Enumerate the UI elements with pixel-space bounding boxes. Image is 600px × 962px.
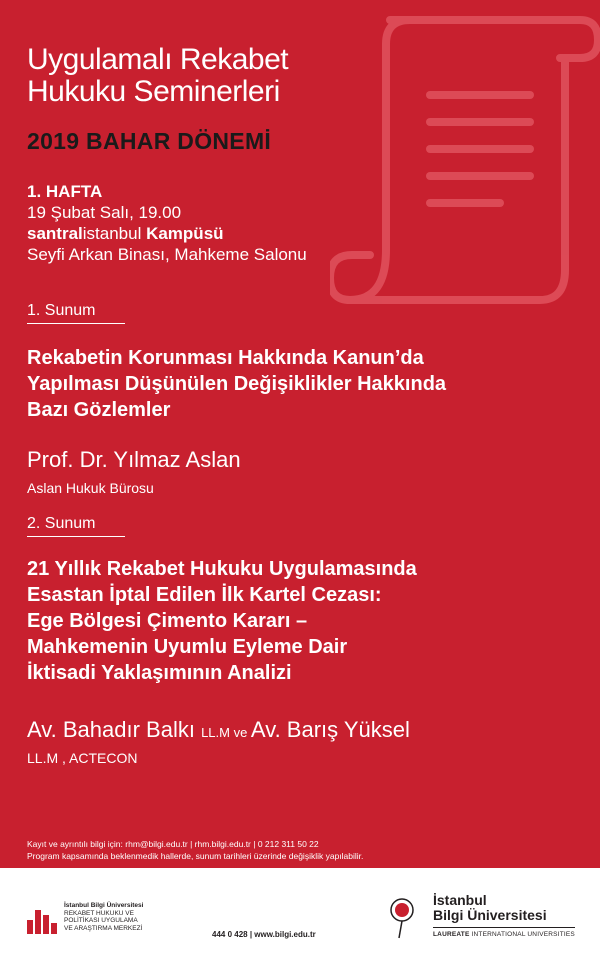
talk-1-title-line: Rekabetin Korunması Hakkında Kanun’da <box>27 347 424 369</box>
term-heading: 2019 BAHAR DÖNEMİ <box>27 128 272 154</box>
contact-info <box>27 838 363 862</box>
rhm-university: İstanbul Bilgi Üniversitesi <box>64 902 144 909</box>
talk-2-title-line: Mahkemenin Uyumlu Eyleme Dair <box>27 636 348 658</box>
laureate-rest: INTERNATIONAL UNIVERSITIES <box>469 931 575 938</box>
talk-2-title-line: 21 Yıllık Rekabet Hukuku Uygulamasında <box>27 558 417 580</box>
talk-1-title-line: Yapılması Düşünülen Değişiklikler Hakkında <box>27 373 447 395</box>
laureate-label <box>433 927 575 940</box>
contact-line-disclaimer: Program kapsamında beklenmedik hallerde, sunum tarihleri üzerinde değişiklik yapılabilir. <box>27 851 364 861</box>
speaker-2-name: Av. Barış Yüksel <box>250 717 410 742</box>
rhm-line: POLİTİKASI UYGULAMA <box>64 917 138 924</box>
talk-1-affiliation: Aslan Hukuk Bürosu <box>27 480 154 496</box>
talk-2-affiliation: LL.M , ACTECON <box>27 750 138 766</box>
talk-2-title-line: Ege Bölgesi Çimento Kararı – <box>27 610 308 632</box>
speaker-1-name: Av. Bahadır Balkı <box>27 717 202 742</box>
event-venue: Seyfi Arkan Binası, Mahkeme Salonu <box>27 245 307 264</box>
bilgi-emblem-icon <box>388 896 416 940</box>
talk-2-speakers <box>27 717 410 746</box>
campus-name-bold: santral <box>27 224 83 243</box>
laureate-bold: LAUREATE <box>433 931 470 938</box>
talk-1-title-line: Bazı Gözlemler <box>27 399 171 421</box>
title-line-1: Uygulamalı Rekabet <box>27 43 289 76</box>
event-date-time: 19 Şubat Salı, 19.00 <box>27 203 182 222</box>
talk-2-title-line: Esastan İptal Edilen İlk Kartel Cezası: <box>27 584 382 606</box>
campus-suffix: Kampüsü <box>146 224 224 243</box>
rhm-line: REKABET HUKUKU VE <box>64 909 134 917</box>
talk-2-title <box>27 556 587 686</box>
rhm-line: VE ARAŞTIRMA MERKEZİ <box>64 924 143 932</box>
scroll-document-icon <box>330 0 600 320</box>
event-campus <box>27 223 307 244</box>
contact-line-registration: Kayıt ve ayrıntılı bilgi için: rhm@bilgi.edu.tr | rhm.bilgi.edu.tr | 0 212 311 50 22 <box>27 839 319 849</box>
speaker-1-degree: LL.M ve <box>201 725 251 740</box>
talk-1-title <box>27 345 587 423</box>
campus-name-normal: istanbul <box>82 224 147 243</box>
talk-1-speaker: Prof. Dr. Yılmaz Aslan <box>27 447 241 472</box>
bilgi-name-line-1: İstanbul <box>433 892 487 908</box>
rhm-logo-text <box>64 902 143 932</box>
poster-title <box>27 44 288 108</box>
talk-2-title-line: İktisadi Yaklaşımının Analizi <box>27 662 292 684</box>
week-label: 1. HAFTA <box>27 182 103 201</box>
talk-1-label: 1. Sunum <box>27 302 125 324</box>
title-line-2: Hukuku Seminerleri <box>27 75 280 108</box>
footer-phone-web: 444 0 428 | www.bilgi.edu.tr <box>212 930 316 939</box>
talk-2-label: 2. Sunum <box>27 515 125 537</box>
rhm-bar-logo-icon <box>27 904 57 934</box>
event-info <box>27 181 307 265</box>
bilgi-name-line-2: Bilgi Üniversitesi <box>433 907 547 923</box>
bilgi-logo-text <box>433 893 575 940</box>
